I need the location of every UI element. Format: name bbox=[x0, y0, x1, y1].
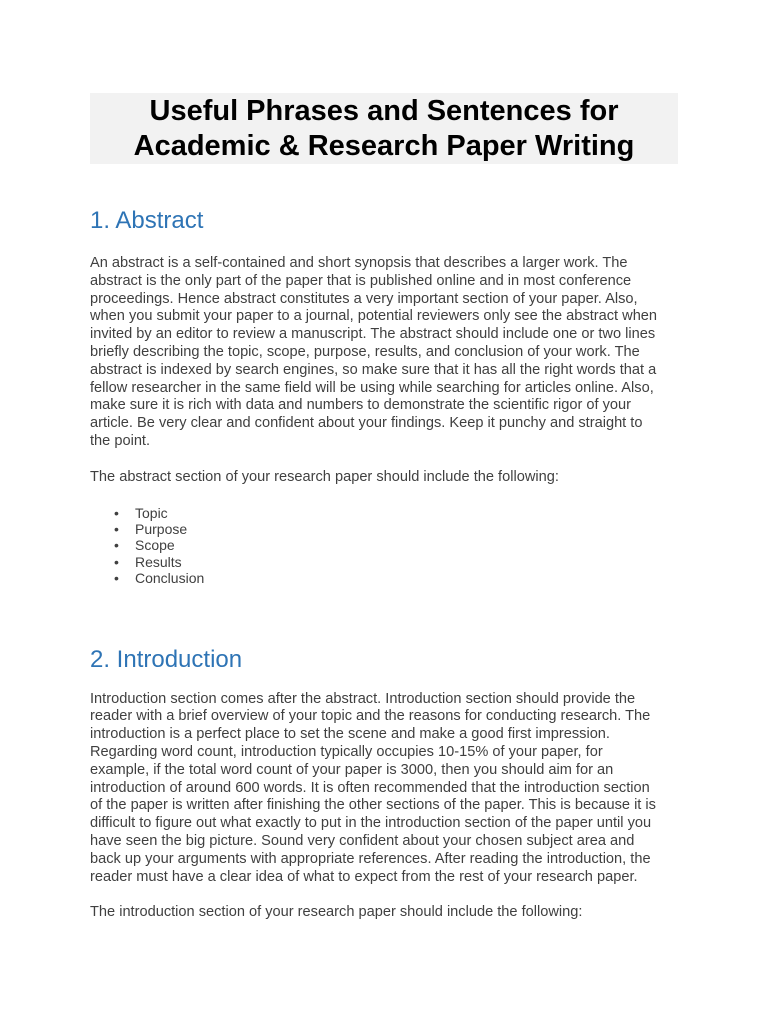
abstract-line: the point. bbox=[90, 432, 151, 449]
abstract-line: abstract is the only part of the paper that is published online and in most conference bbox=[90, 272, 632, 289]
abstract-line: abstract is indexed by search engines, so make sure that it has all the right words that a bbox=[90, 361, 657, 378]
abstract-line: when you submit your paper to a journal, potential reviewers only see the abstract when bbox=[90, 308, 658, 325]
introduction-line: reader with a brief overview of your topic and the reasons for conducting research. The bbox=[90, 708, 651, 725]
introduction-paragraph bbox=[90, 691, 678, 887]
bullet-icon: • bbox=[114, 520, 119, 537]
abstract-line: briefly describing the topic, scope, purpose, results, and conclusion of your work. The bbox=[90, 343, 640, 360]
list-item-label: Scope bbox=[135, 537, 175, 554]
document-page bbox=[90, 93, 678, 922]
abstract-line: article. Be very clear and confident about your findings. Keep it punchy and straight to bbox=[90, 415, 643, 432]
list-item-label: Results bbox=[135, 553, 182, 570]
list-item bbox=[90, 554, 678, 570]
bullet-icon: • bbox=[114, 553, 119, 570]
title-box bbox=[90, 93, 678, 164]
abstract-line: fellow researcher in the same field will be using while searching for articles online. Also, bbox=[90, 379, 654, 396]
abstract-paragraph bbox=[90, 255, 678, 451]
abstract-bullet-list bbox=[90, 505, 678, 587]
introduction-line: back up your arguments with appropriate references. After reading the introduction, the bbox=[90, 850, 651, 867]
abstract-line: invited by an editor to review a manuscript. The abstract should include one or two lines bbox=[90, 326, 656, 343]
document-title-line-2: Academic & Research Paper Writing bbox=[133, 130, 635, 162]
list-item bbox=[90, 505, 678, 521]
introduction-line: difficult to figure out what exactly to put in the introduction section of the paper until you bbox=[90, 815, 652, 832]
abstract-line: proceedings. Hence abstract constitutes a very important section of your paper. Also, bbox=[90, 290, 638, 307]
introduction-line: introduction is a perfect place to set the scene and make a good first impression. bbox=[90, 726, 610, 743]
abstract-line: make sure it is rich with data and numbers to demonstrate the scientific rigor of your bbox=[90, 397, 632, 414]
abstract-include-text: The abstract section of your research paper should include the following: bbox=[90, 468, 559, 485]
list-item bbox=[90, 521, 678, 537]
introduction-line: of the paper is written after finishing the other sections of the paper. This is because it is bbox=[90, 797, 656, 814]
introduction-line: Regarding word count, introduction typically occupies 10-15% of your paper, for bbox=[90, 743, 603, 760]
list-item bbox=[90, 570, 678, 586]
introduction-line: reader must have a clear idea of what to expect from the rest of your research paper. bbox=[90, 868, 638, 885]
list-item bbox=[90, 537, 678, 553]
bullet-icon: • bbox=[114, 570, 119, 587]
list-item-label: Purpose bbox=[135, 520, 188, 537]
document-title-line-1: Useful Phrases and Sentences for bbox=[149, 95, 619, 127]
introduction-line: have seen the big picture. Sound very confident about your chosen subject area and bbox=[90, 832, 635, 849]
introduction-include-text: The introduction section of your research paper should include the following: bbox=[90, 904, 583, 921]
introduction-line: introduction of around 600 words. It is often recommended that the introduction section bbox=[90, 779, 650, 796]
bullet-icon: • bbox=[114, 504, 119, 521]
introduction-line: Introduction section comes after the abstract. Introduction section should provide the bbox=[90, 690, 636, 707]
list-item-label: Conclusion bbox=[135, 570, 205, 587]
list-item-label: Topic bbox=[135, 504, 168, 521]
abstract-line: An abstract is a self-contained and short synopsis that describes a larger work. The bbox=[90, 255, 628, 271]
bullet-icon: • bbox=[114, 537, 119, 554]
introduction-line: example, if the total word count of your paper is 3000, then you should aim for an bbox=[90, 761, 614, 778]
abstract-heading: 1. Abstract bbox=[90, 207, 204, 234]
introduction-heading: 2. Introduction bbox=[90, 645, 243, 673]
